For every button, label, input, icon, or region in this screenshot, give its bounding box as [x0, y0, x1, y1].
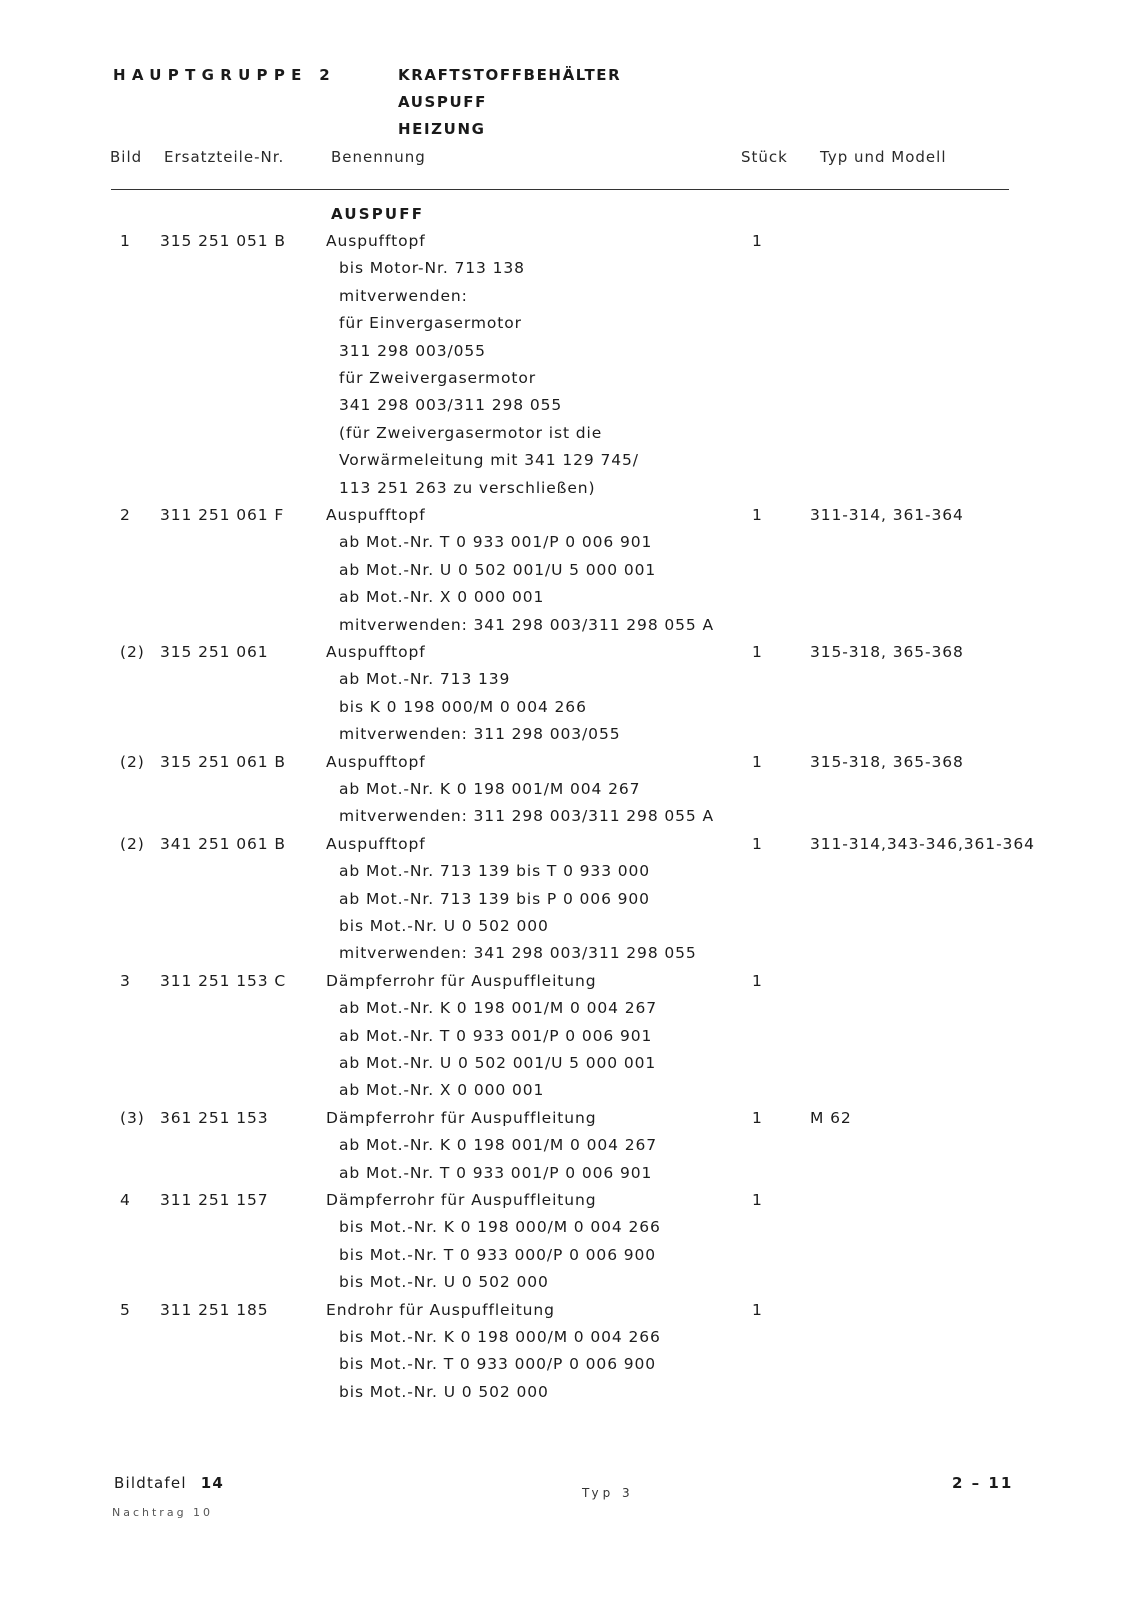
part-name: Auspufftopf — [326, 643, 426, 661]
group-title-exhaust: AUSPUFF — [398, 93, 487, 111]
part-quantity: 1 — [752, 835, 763, 853]
type-label: Typ 3 — [582, 1486, 634, 1500]
part-detail-line: 311 298 003/055 — [339, 342, 486, 360]
part-detail-line: bis K 0 198 000/M 0 004 266 — [339, 698, 587, 716]
part-detail-line: ab Mot.-Nr. U 0 502 001/U 5 000 001 — [339, 1054, 657, 1072]
figure-number: 5 — [120, 1301, 131, 1319]
figure-number: (2) — [120, 643, 145, 661]
part-detail-line: bis Mot.-Nr. U 0 502 000 — [339, 1383, 549, 1401]
figure-number: 4 — [120, 1191, 131, 1209]
part-detail-line: bis Mot.-Nr. T 0 933 000/P 0 006 900 — [339, 1246, 657, 1264]
part-detail-line: ab Mot.-Nr. K 0 198 001/M 004 267 — [339, 780, 641, 798]
part-detail-line: ab Mot.-Nr. T 0 933 001/P 0 006 901 — [339, 1027, 653, 1045]
part-name: Auspufftopf — [326, 835, 426, 853]
part-name: Auspufftopf — [326, 753, 426, 771]
group-label: HAUPTGRUPPE 2 — [113, 66, 336, 84]
group-title-fuel-tank: KRAFTSTOFFBEHÄLTER — [398, 66, 622, 84]
part-number: 311 251 153 C — [160, 972, 287, 990]
column-header-type: Typ und Modell — [820, 148, 947, 166]
part-detail-line: ab Mot.-Nr. U 0 502 001/U 5 000 001 — [339, 561, 657, 579]
part-number: 311 251 185 — [160, 1301, 269, 1319]
part-type-model: 311-314, 361-364 — [810, 506, 964, 524]
part-detail-line: bis Mot.-Nr. U 0 502 000 — [339, 1273, 549, 1291]
part-detail-line: für Zweivergasermotor — [339, 369, 536, 387]
part-type-model: 311-314,343-346,361-364 — [810, 835, 1035, 853]
part-name: Dämpferrohr für Auspuffleitung — [326, 972, 597, 990]
part-number: 315 251 061 — [160, 643, 269, 661]
part-detail-line: bis Mot.-Nr. T 0 933 000/P 0 006 900 — [339, 1355, 657, 1373]
part-detail-line: bis Mot.-Nr. U 0 502 000 — [339, 917, 549, 935]
part-type-model: 315-318, 365-368 — [810, 643, 964, 661]
figure-number: 2 — [120, 506, 131, 524]
part-detail-line: bis Mot.-Nr. K 0 198 000/M 0 004 266 — [339, 1328, 661, 1346]
part-detail-line: ab Mot.-Nr. K 0 198 001/M 0 004 267 — [339, 999, 658, 1017]
part-detail-line: für Einvergasermotor — [339, 314, 522, 332]
part-detail-line: (für Zweivergasermotor ist die — [339, 424, 603, 442]
part-quantity: 1 — [752, 1301, 763, 1319]
column-header-part-number: Ersatzteile-Nr. — [164, 148, 285, 166]
part-quantity: 1 — [752, 1109, 763, 1127]
part-detail-line: Vorwärmeleitung mit 341 129 745/ — [339, 451, 639, 469]
plate-reference — [114, 1474, 224, 1492]
part-quantity: 1 — [752, 232, 763, 250]
part-detail-line: ab Mot.-Nr. X 0 000 001 — [339, 1081, 545, 1099]
part-detail-line: mitverwenden: 341 298 003/311 298 055 A — [339, 616, 715, 634]
part-detail-line: ab Mot.-Nr. 713 139 — [339, 670, 511, 688]
part-detail-line: ab Mot.-Nr. T 0 933 001/P 0 006 901 — [339, 533, 653, 551]
part-detail-line: bis Motor-Nr. 713 138 — [339, 259, 525, 277]
part-quantity: 1 — [752, 506, 763, 524]
group-title-heating: HEIZUNG — [398, 120, 486, 138]
part-quantity: 1 — [752, 972, 763, 990]
part-detail-line: ab Mot.-Nr. X 0 000 001 — [339, 588, 545, 606]
part-number: 315 251 051 B — [160, 232, 286, 250]
part-name: Dämpferrohr für Auspuffleitung — [326, 1109, 597, 1127]
figure-number: 1 — [120, 232, 131, 250]
part-quantity: 1 — [752, 643, 763, 661]
figure-number: 3 — [120, 972, 131, 990]
part-detail-line: mitverwenden: — [339, 287, 468, 305]
part-quantity: 1 — [752, 1191, 763, 1209]
page-number: 2 – 11 — [952, 1474, 1014, 1492]
part-name: Dämpferrohr für Auspuffleitung — [326, 1191, 597, 1209]
column-header-name: Benennung — [331, 148, 426, 166]
part-name: Auspufftopf — [326, 232, 426, 250]
part-name: Auspufftopf — [326, 506, 426, 524]
part-quantity: 1 — [752, 753, 763, 771]
part-number: 315 251 061 B — [160, 753, 286, 771]
part-detail-line: mitverwenden: 311 298 003/311 298 055 A — [339, 807, 715, 825]
column-header-quantity: Stück — [741, 148, 788, 166]
part-detail-line: ab Mot.-Nr. K 0 198 001/M 0 004 267 — [339, 1136, 658, 1154]
part-number: 311 251 157 — [160, 1191, 269, 1209]
part-number: 341 251 061 B — [160, 835, 286, 853]
part-number: 361 251 153 — [160, 1109, 269, 1127]
part-detail-line: 341 298 003/311 298 055 — [339, 396, 563, 414]
part-detail-line: mitverwenden: 341 298 003/311 298 055 — [339, 944, 697, 962]
part-detail-line: 113 251 263 zu verschließen) — [339, 479, 596, 497]
plate-label: Bildtafel — [114, 1474, 187, 1492]
plate-number: 14 — [200, 1474, 224, 1492]
section-title: AUSPUFF — [331, 205, 425, 223]
part-type-model: 315-318, 365-368 — [810, 753, 964, 771]
part-detail-line: ab Mot.-Nr. T 0 933 001/P 0 006 901 — [339, 1164, 653, 1182]
part-detail-line: ab Mot.-Nr. 713 139 bis T 0 933 000 — [339, 862, 651, 880]
part-name: Endrohr für Auspuffleitung — [326, 1301, 555, 1319]
column-header-bild: Bild — [110, 148, 143, 166]
part-type-model: M 62 — [810, 1109, 852, 1127]
part-detail-line: ab Mot.-Nr. 713 139 bis P 0 006 900 — [339, 890, 650, 908]
figure-number: (2) — [120, 835, 145, 853]
figure-number: (3) — [120, 1109, 145, 1127]
figure-number: (2) — [120, 753, 145, 771]
part-detail-line: mitverwenden: 311 298 003/055 — [339, 725, 621, 743]
part-number: 311 251 061 F — [160, 506, 285, 524]
header-rule — [111, 189, 1009, 190]
part-detail-line: bis Mot.-Nr. K 0 198 000/M 0 004 266 — [339, 1218, 661, 1236]
supplement-note: Nachtrag 10 — [112, 1506, 214, 1519]
